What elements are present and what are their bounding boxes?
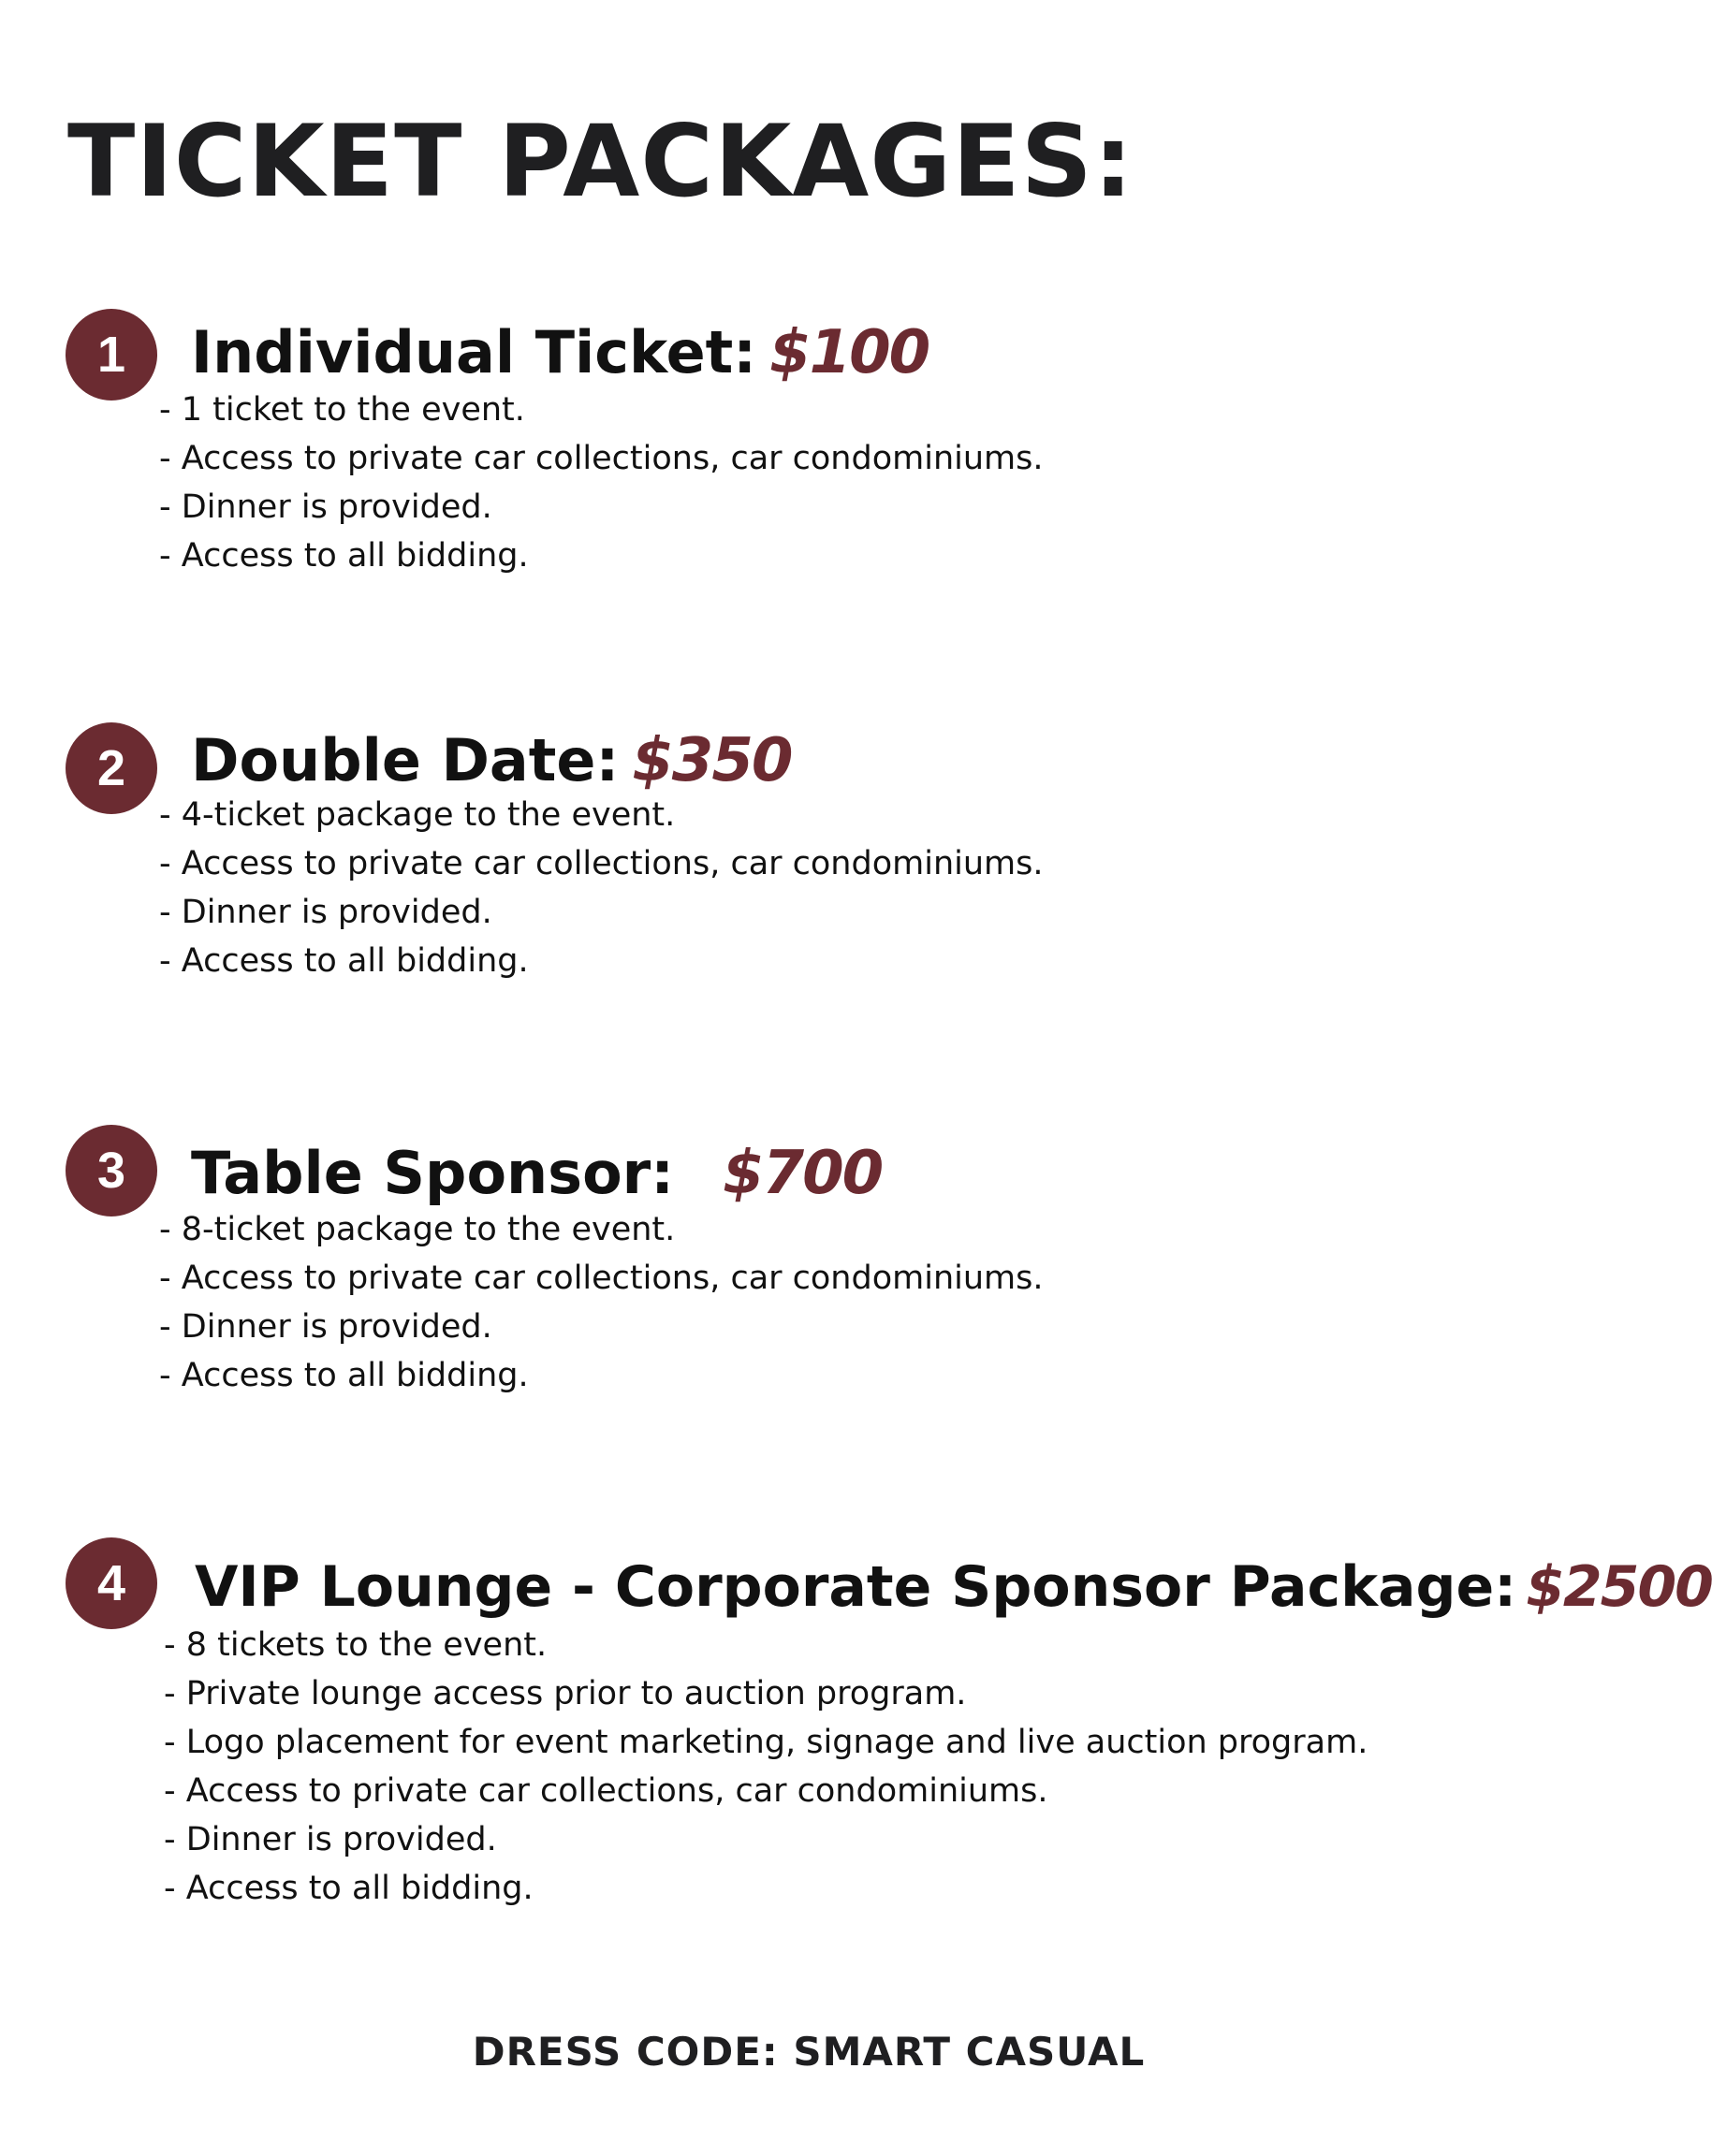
package-feature-list <box>159 1205 1044 1400</box>
package-name: Individual Ticket: <box>191 318 757 386</box>
feature-item: - Dinner is provided. <box>159 488 492 526</box>
feature-item: - Dinner is provided. <box>159 1308 492 1346</box>
package-feature-list <box>159 386 1044 580</box>
feature-item: - Access to all bidding. <box>159 942 529 980</box>
feature-item: - 8 tickets to the event. <box>164 1626 548 1664</box>
feature-item: - Access to private car collections, car condominiums. <box>164 1772 1048 1810</box>
package-name: Double Date: <box>191 726 620 794</box>
feature-item: - Dinner is provided. <box>159 894 492 931</box>
package-price: $100 <box>769 318 929 387</box>
feature-item: - Logo placement for event marketing, signage and live auction program. <box>164 1724 1368 1761</box>
dress-code: DRESS CODE: SMART CASUAL <box>472 2029 1146 2075</box>
feature-item: - Access to private car collections, car condominiums. <box>159 440 1044 477</box>
feature-item: - Access to private car collections, car condominiums. <box>159 845 1044 882</box>
feature-item: - Access to all bidding. <box>159 1357 529 1394</box>
feature-item: - 1 ticket to the event. <box>159 391 525 429</box>
package-number-badge: 2 <box>66 722 157 814</box>
package-header <box>195 1554 1712 1620</box>
feature-item: - Dinner is provided. <box>164 1821 497 1858</box>
feature-item: - Private lounge access prior to auction program. <box>164 1675 967 1712</box>
feature-item: - Access to all bidding. <box>159 537 529 575</box>
package-feature-list <box>159 791 1044 985</box>
package-name: VIP Lounge - Corporate Sponsor Package: <box>195 1554 1517 1620</box>
feature-item: - 8-ticket package to the event. <box>159 1211 676 1248</box>
package-price: $2500 <box>1526 1554 1712 1620</box>
feature-item: - 4-ticket package to the event. <box>159 796 676 834</box>
package-feature-list <box>164 1621 1368 1913</box>
feature-item: - Access to private car collections, car condominiums. <box>159 1260 1044 1297</box>
package-number-badge: 1 <box>66 309 157 401</box>
package-header <box>191 1139 883 1208</box>
package-number-badge: 4 <box>66 1537 157 1629</box>
page-title: TICKET PACKAGES: <box>67 104 1134 219</box>
feature-item: - Access to all bidding. <box>164 1870 534 1907</box>
package-price: $350 <box>632 726 792 795</box>
package-price: $700 <box>723 1139 883 1208</box>
package-number-badge: 3 <box>66 1125 157 1216</box>
package-name: Table Sponsor: <box>191 1139 675 1207</box>
package-header <box>191 726 792 795</box>
package-header <box>191 318 929 387</box>
